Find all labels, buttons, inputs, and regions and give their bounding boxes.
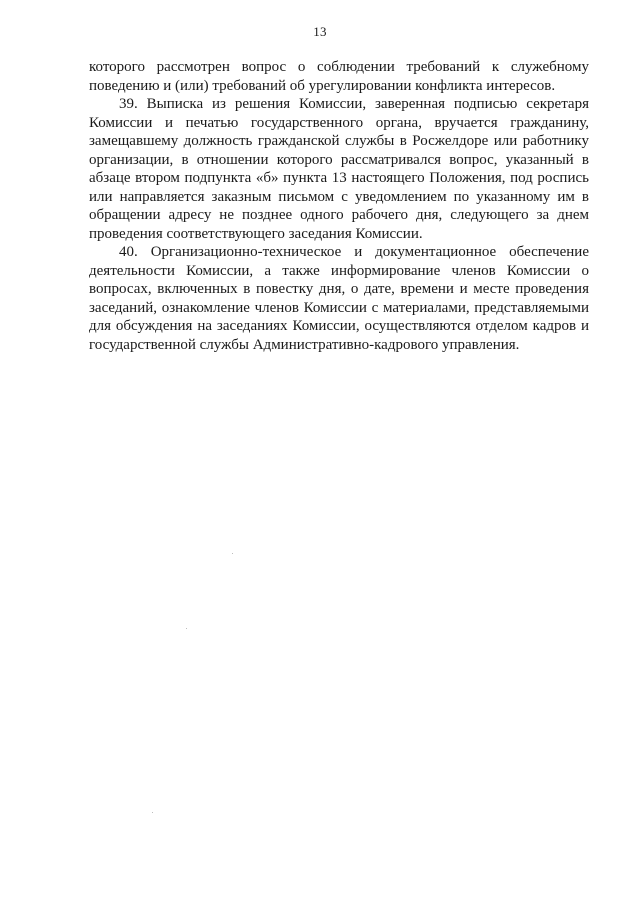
scan-speck — [152, 812, 153, 813]
paragraph-39: 39. Выписка из решения Комиссии, заверенная подписью секретаря Комиссии и печатью государственного органа, вручается гражданину, замещавшему должность гражданской службы в Росжелдоре или работнику организации, в отношении которого рассматривался вопрос, указанный в абзаце втором подпункта «б» пункта 13 настоящего Положения, под роспись или направляется заказным письмом с уведомлением по указанному им в обращении адресу не позднее одного рабочего дня, следующего за днем проведения соответствующего заседания Комиссии. — [89, 96, 589, 242]
page-number: 13 — [313, 24, 327, 39]
paragraph-continuation: которого рассмотрен вопрос о соблюдении требований к служебному поведению и (или) требований об урегулировании конфликта интересов. — [89, 59, 589, 94]
scan-speck — [232, 553, 233, 554]
document-body — [89, 58, 589, 354]
paragraph-40: 40. Организационно-техническое и документационное обеспечение деятельности Комиссии, а также информирование членов Комиссии о вопросах, включенных в повестку дня, о дате, времени и месте проведения заседаний, ознакомление членов Комиссии с материалами, представляемыми для обсуждения на заседаниях Комиссии, осуществляются отделом кадров и государственной службы Административно-кадрового управления. — [89, 244, 589, 353]
scan-speck — [186, 628, 187, 629]
